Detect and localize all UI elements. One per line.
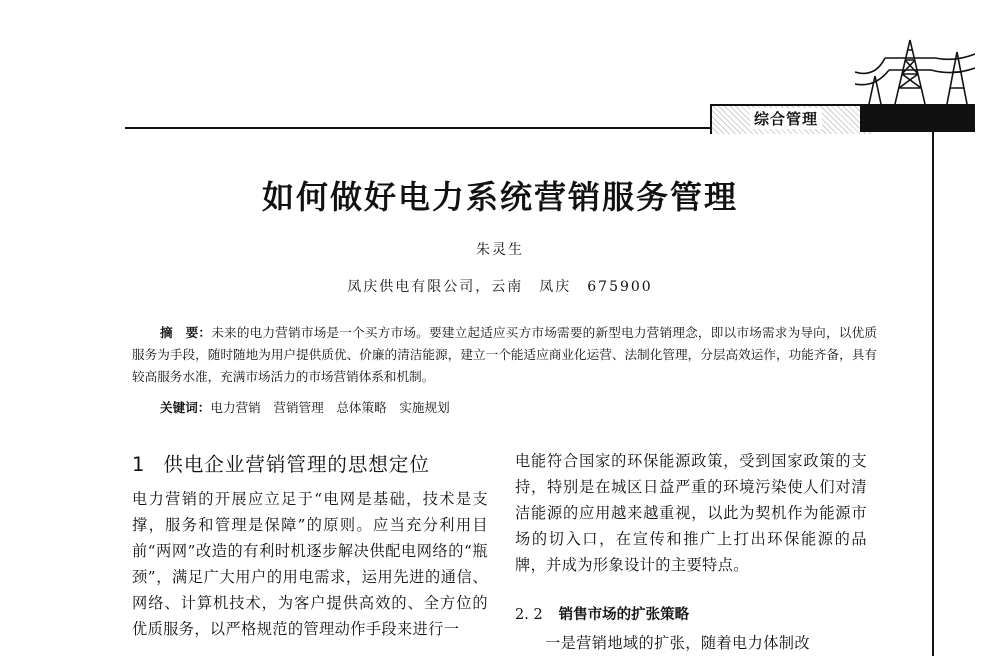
transmission-tower-icon xyxy=(855,32,975,106)
author-name: 朱灵生 xyxy=(476,242,524,258)
abstract-text: 未来的电力营销市场是一个买方市场。要建立起适应买方市场需要的新型电力营销理念，即以市场需求为导向，以优质服务为手段，随时随地为用户提供质优、价廉的清洁能源，建立一个能适应商业化运营、法制化管理，分层高效运作，功能齐备，具有较高服务水准，充满市场活力的市场营销体系和机制。 xyxy=(132,325,878,384)
section-tab-black-band xyxy=(860,104,975,132)
header-rule xyxy=(125,127,725,129)
subsection-paragraph: 一是营销地域的扩张，随着电力体制改 xyxy=(545,634,810,652)
subsection-number: 2. 2 xyxy=(515,607,543,623)
abstract xyxy=(132,322,877,388)
keywords-label: 关键词： xyxy=(160,400,211,415)
subsection-title: 销售市场的扩张策略 xyxy=(558,607,690,623)
section-heading xyxy=(132,449,430,477)
author-affiliation: 凤庆供电有限公司，云南 凤庆 675900 xyxy=(347,279,653,295)
abstract-label: 摘 要： xyxy=(160,325,212,340)
subsection-heading xyxy=(515,603,689,624)
keywords xyxy=(160,397,450,416)
section-number: 1 xyxy=(132,453,146,476)
keywords-text: 电力营销 营销管理 总体策略 实施规划 xyxy=(210,400,450,415)
article-title: 如何做好电力系统营销服务管理 xyxy=(261,178,738,216)
left-column-paragraph: 电力营销的开展应立足于“电网是基础，技术是支撑，服务和管理是保障”的原则。应当充分利用目前“两网”改造的有利时机逐步解决供配电网络的“瓶颈”，满足广大用户的用电需求，运用先进的通信、网络、计算机技术，为客户提供高效的、全方位的优质服务，以严格规范的管理动作手段来进行一 xyxy=(132,490,488,638)
section-label: 综合管理 xyxy=(750,108,822,129)
section-title: 供电企业营销管理的思想定位 xyxy=(163,453,430,476)
right-column-paragraph: 电能符合国家的环保能源政策，受到国家政策的支持，特别是在城区日益严重的环境污染使人们对清洁能源的应用越来越重视，以此为契机作为能源市场的切入口，在宣传和推广上打出环保能源的品牌，并成为形象设计的主要特点。 xyxy=(515,452,867,574)
